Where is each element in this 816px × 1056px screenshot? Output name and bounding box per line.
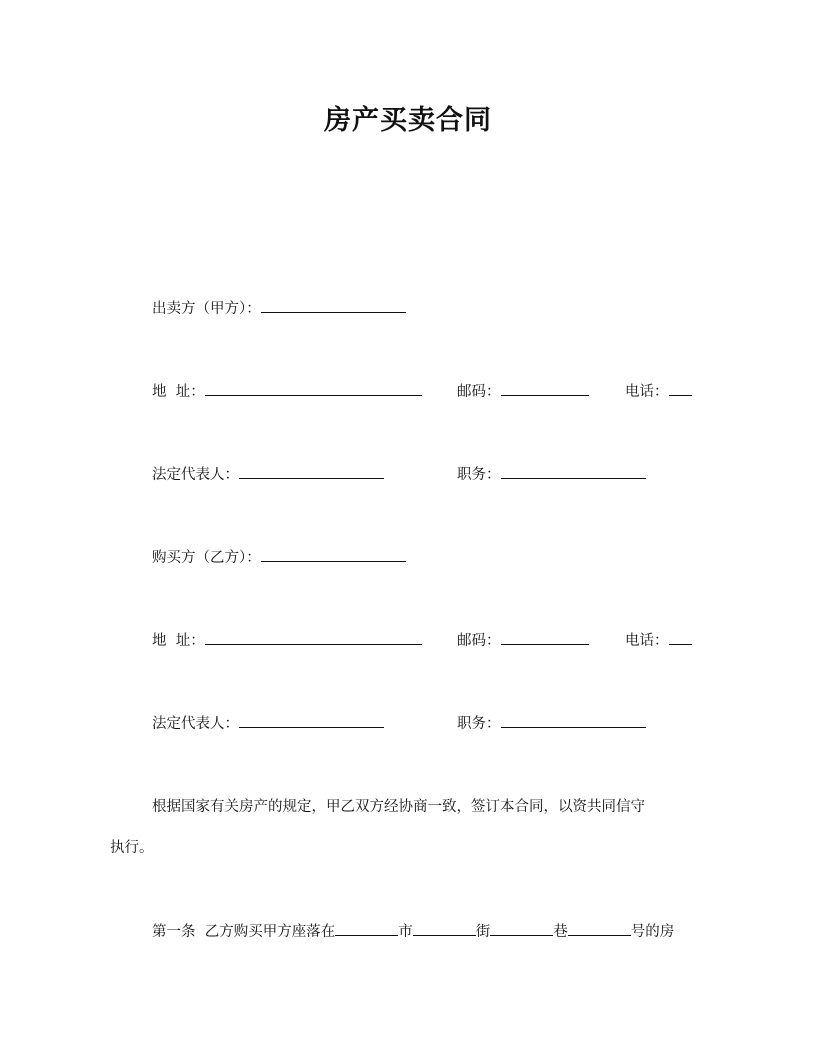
document-title: 房产买卖合同	[324, 105, 492, 136]
seller-position-blank[interactable]	[501, 464, 646, 479]
buyer-postcode-blank[interactable]	[501, 630, 589, 645]
seller-party-label: 出卖方（甲方）：	[152, 301, 261, 317]
seller-postcode-line	[457, 381, 589, 402]
seller-postcode-blank[interactable]	[501, 381, 589, 396]
seller-position-label: 职务：	[457, 467, 501, 483]
article-1-street-label: 街	[475, 924, 491, 940]
buyer-legal-rep-label: 法定代表人：	[152, 716, 239, 732]
article-1-street-blank[interactable]	[413, 921, 476, 936]
buyer-address-label: 地 址：	[152, 633, 205, 649]
buyer-phone-line	[625, 630, 692, 651]
buyer-phone-label: 电话：	[625, 633, 669, 649]
seller-legal-rep-blank[interactable]	[239, 464, 384, 479]
buyer-legal-rep-line	[152, 713, 384, 734]
seller-position-line	[457, 464, 646, 485]
seller-phone-blank[interactable]	[669, 381, 692, 396]
buyer-postcode-line	[457, 630, 589, 651]
buyer-party-line	[152, 547, 406, 568]
seller-address-line	[152, 381, 422, 402]
buyer-legal-rep-blank[interactable]	[239, 713, 384, 728]
seller-phone-label: 电话：	[625, 384, 669, 400]
buyer-phone-blank[interactable]	[669, 630, 692, 645]
article-1-line	[152, 921, 674, 942]
seller-address-blank[interactable]	[205, 381, 422, 396]
article-1-number-blank[interactable]	[568, 921, 631, 936]
buyer-party-label: 购买方（乙方）：	[152, 550, 261, 566]
article-1-lane-blank[interactable]	[490, 921, 553, 936]
seller-phone-line	[625, 381, 692, 402]
buyer-address-line	[152, 630, 422, 651]
intro-paragraph-line-2: 执行。	[110, 840, 154, 856]
seller-postcode-label: 邮码：	[457, 384, 501, 400]
buyer-postcode-label: 邮码：	[457, 633, 501, 649]
buyer-address-blank[interactable]	[205, 630, 422, 645]
seller-legal-rep-line	[152, 464, 384, 485]
buyer-position-label: 职务：	[457, 716, 501, 732]
intro-paragraph-line-1: 根据国家有关房产的规定，甲乙双方经协商一致，签订本合同，以资共同信守	[152, 799, 645, 815]
article-1-lane-label: 巷	[553, 924, 568, 940]
buyer-position-line	[457, 713, 646, 734]
seller-party-line	[152, 298, 406, 319]
seller-address-label: 地 址：	[152, 384, 205, 400]
article-1-city-blank[interactable]	[335, 921, 398, 936]
seller-name-blank[interactable]	[261, 298, 406, 313]
article-1-prefix: 第一条 乙方购买甲方座落在	[152, 924, 336, 940]
buyer-name-blank[interactable]	[261, 547, 406, 562]
article-1-city-label: 市	[398, 924, 413, 940]
buyer-position-blank[interactable]	[501, 713, 646, 728]
article-1-suffix: 号的房	[630, 924, 675, 940]
seller-legal-rep-label: 法定代表人：	[152, 467, 239, 483]
